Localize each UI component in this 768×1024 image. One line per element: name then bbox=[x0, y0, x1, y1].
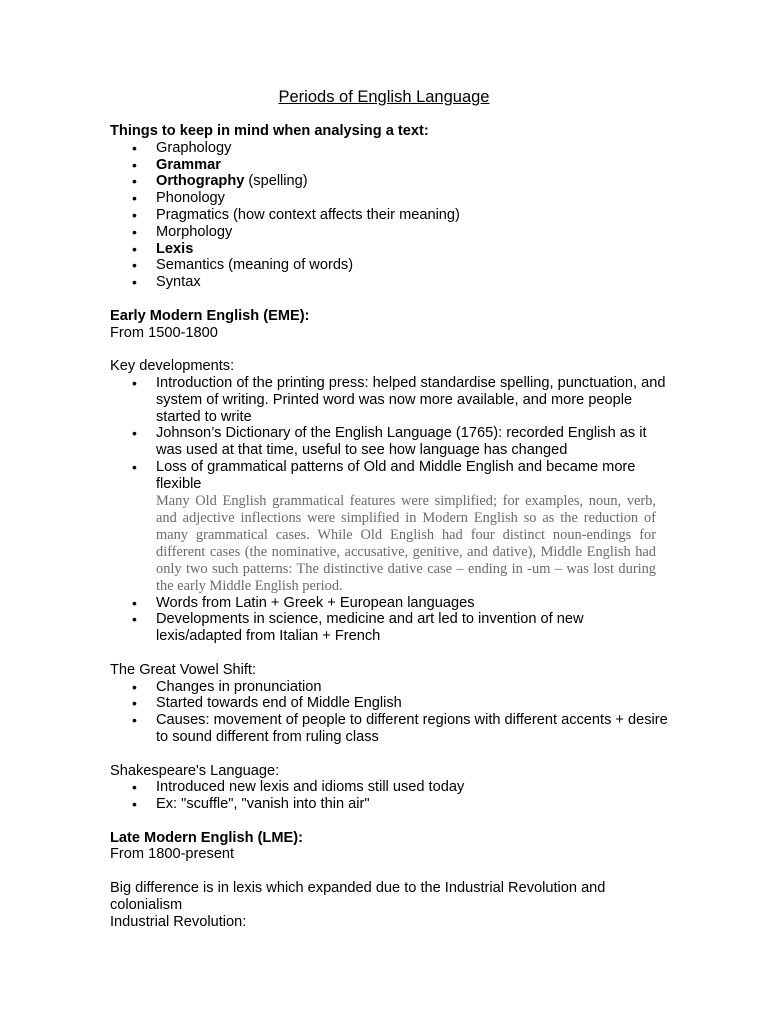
page-title: Periods of English Language bbox=[278, 88, 490, 106]
item-main: Morphology bbox=[156, 223, 233, 240]
list-item bbox=[110, 173, 670, 190]
list-item: • Causes: movement of people to different regions with different accents + desire to sound different from ruling class bbox=[110, 712, 670, 746]
spacer bbox=[110, 645, 670, 662]
list-item: • Introduction of the printing press: helped standardise spelling, punctuation, and system of writing. Printed word was now more available, and more people started to write bbox=[110, 375, 670, 425]
vowel-shift-label: The Great Vowel Shift: bbox=[110, 661, 257, 678]
list-item bbox=[110, 257, 670, 274]
item-main: Pragmatics (how context affects their meaning) bbox=[156, 206, 460, 223]
item-main: Graphology bbox=[156, 139, 232, 156]
item-main: Syntax bbox=[156, 274, 201, 291]
list-item bbox=[110, 190, 670, 207]
spacer bbox=[110, 341, 670, 358]
list-item: • Introduced new lexis and idioms still used today bbox=[110, 779, 670, 796]
item-main: Orthography bbox=[156, 173, 245, 190]
shakespeare-list bbox=[110, 779, 670, 813]
list-item bbox=[110, 274, 670, 291]
item-main: Semantics (meaning of words) bbox=[156, 257, 354, 274]
eme-dates: From 1500-1800 bbox=[110, 324, 218, 341]
lme-dates: From 1800-present bbox=[110, 846, 235, 863]
eme-heading: Early Modern English (EME): bbox=[110, 307, 310, 324]
industrial-revolution-label: Industrial Revolution: bbox=[110, 913, 247, 930]
list-item: • Developments in science, medicine and art led to invention of new lexis/adapted from Italian + French bbox=[110, 611, 670, 645]
eme-list bbox=[110, 375, 670, 493]
lme-paragraph: Big difference is in lexis which expanded due to the Industrial Revolution and colonialism bbox=[110, 880, 606, 913]
list-item bbox=[110, 224, 670, 241]
list-item bbox=[110, 241, 670, 258]
eme-list-continued bbox=[110, 595, 670, 645]
spacer bbox=[110, 746, 670, 763]
list-item bbox=[110, 207, 670, 224]
vowel-shift-list bbox=[110, 679, 670, 746]
quoted-passage: Many Old English grammatical features were simplified; for examples, noun, verb, and adjective inflections were simplified in Modern English so as the reduction of many grammatical cases. While Old English had four distinct noun-endings for different cases (the nominative, accusative, genitive, and dative), Middle English had only two such patterns: The distinctive dative case – ending in -um – was lost during the early Middle English period. bbox=[156, 492, 656, 594]
analysis-heading: Things to keep in mind when analysing a text: bbox=[110, 123, 429, 139]
list-item: • Started towards end of Middle English bbox=[110, 695, 670, 712]
list-item bbox=[110, 140, 670, 157]
list-item: • Words from Latin + Greek + European languages bbox=[110, 595, 670, 612]
item-main: Lexis bbox=[156, 240, 194, 257]
spacer bbox=[110, 291, 670, 308]
list-item: • Changes in pronunciation bbox=[110, 679, 670, 696]
item-main: Phonology bbox=[156, 190, 225, 207]
shakespeare-label: Shakespeare's Language: bbox=[110, 762, 280, 779]
item-main: Grammar bbox=[156, 156, 221, 173]
analysis-list bbox=[110, 140, 670, 291]
lme-heading: Late Modern English (LME): bbox=[110, 829, 303, 846]
spacer bbox=[110, 863, 670, 880]
item-rest: (spelling) bbox=[244, 173, 308, 190]
eme-key-label: Key developments: bbox=[110, 358, 235, 375]
list-item: • Loss of grammatical patterns of Old and Middle English and became more flexible bbox=[110, 459, 670, 493]
list-item bbox=[110, 157, 670, 174]
spacer bbox=[110, 813, 670, 830]
document-body bbox=[110, 123, 670, 930]
list-item: • Ex: "scuffle", "vanish into thin air" bbox=[110, 796, 670, 813]
list-item: • Johnson’s Dictionary of the English Language (1765): recorded English as it was used at that time, useful to see how language has changed bbox=[110, 425, 670, 459]
